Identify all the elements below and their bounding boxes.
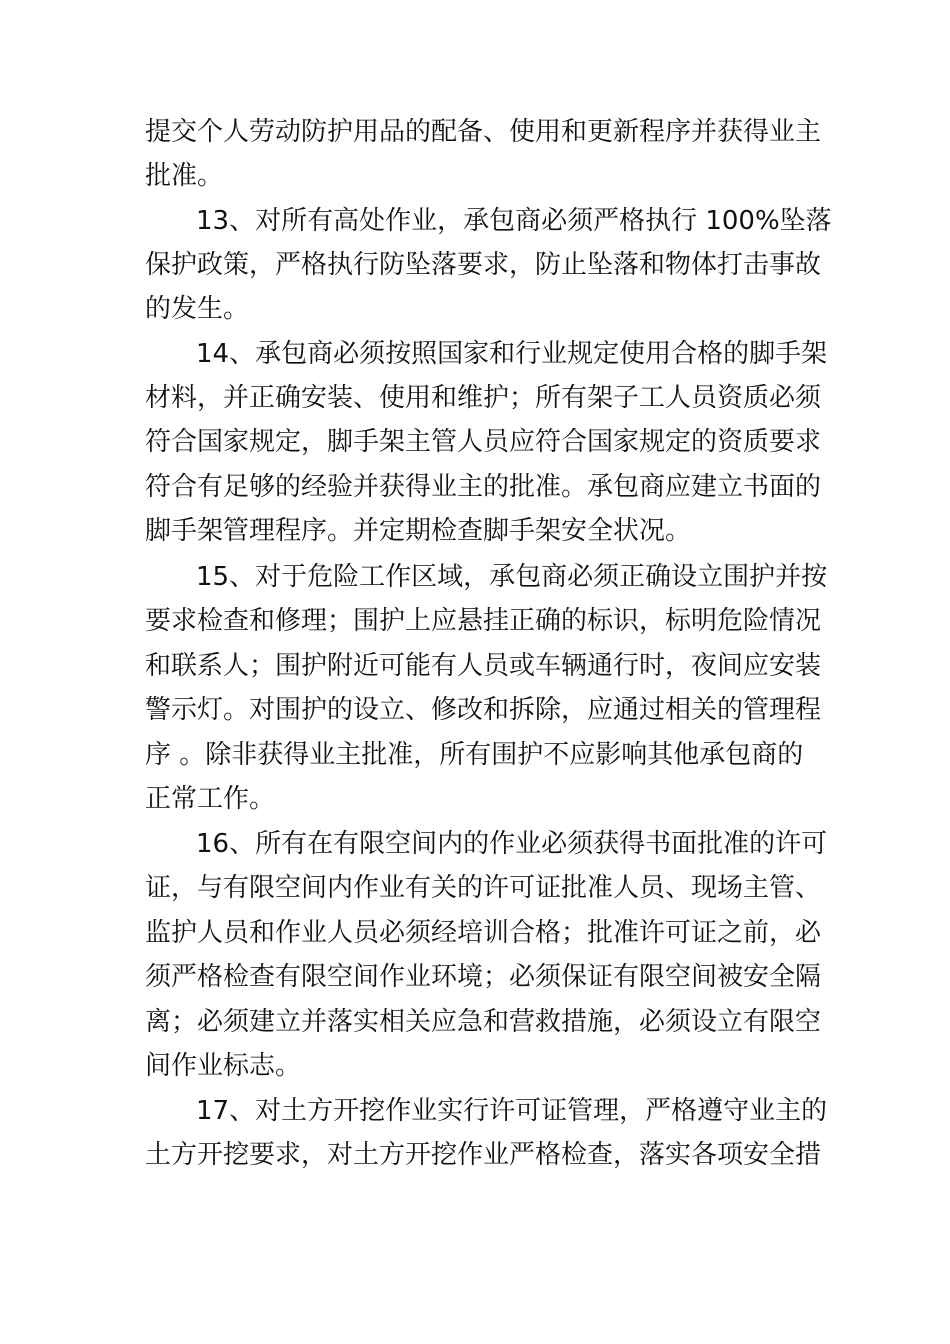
paragraph-13-start: 13、对所有高处作业，承包商必须严格执行 100%坠落 [196, 206, 832, 236]
paragraph-14-start: 14、承包商必须按照国家和行业规定使用合格的脚手架 [196, 339, 828, 369]
paragraph-15-start: 15、对于危险工作区域，承包商必须正确设立围护并按 [196, 562, 828, 592]
text-line: 符合有足够的经验并获得业主的批准。承包商应建立书面的 [145, 472, 822, 502]
text-line: 证，与有限空间内作业有关的许可证批准人员、现场主管、 [145, 873, 822, 903]
paragraph-16-start: 16、所有在有限空间内的作业必须获得书面批准的许可 [196, 829, 828, 859]
paragraph-17-start: 17、对土方开挖作业实行许可证管理，严格遵守业主的 [196, 1096, 828, 1126]
text-line: 材料，并正确安装、使用和维护；所有架子工人员资质必须 [145, 383, 822, 413]
text-line: 警示灯。对围护的设立、修改和拆除，应通过相关的管理程 [145, 695, 822, 725]
text-line: 间作业标志。 [145, 1051, 302, 1081]
text-line: 和联系人；围护附近可能有人员或车辆通行时，夜间应安装 [145, 651, 822, 681]
text-line: 保护政策，严格执行防坠落要求，防止坠落和物体打击事故 [145, 250, 822, 280]
text-line: 正常工作。 [145, 784, 276, 814]
text-line: 提交个人劳动防护用品的配备、使用和更新程序并获得业主 [145, 117, 822, 147]
text-line: 符合国家规定，脚手架主管人员应符合国家规定的资质要求 [145, 427, 822, 457]
text-line: 序 。除非获得业主批准，所有围护不应影响其他承包商的 [145, 740, 804, 770]
text-line: 脚手架管理程序。并定期检查脚手架安全状况。 [145, 516, 692, 546]
text-line: 要求检查和修理；围护上应悬挂正确的标识，标明危险情况 [145, 606, 822, 636]
text-line: 批准。 [145, 161, 224, 191]
text-line: 须严格检查有限空间作业环境；必须保证有限空间被安全隔 [145, 962, 822, 992]
text-line: 监护人员和作业人员必须经培训合格；批准许可证之前，必 [145, 918, 822, 948]
text-line: 离；必须建立并落实相关应急和营救措施，必须设立有限空 [145, 1007, 822, 1037]
text-line: 的发生。 [145, 294, 250, 324]
text-line: 土方开挖要求，对土方开挖作业严格检查，落实各项安全措 [145, 1140, 822, 1170]
